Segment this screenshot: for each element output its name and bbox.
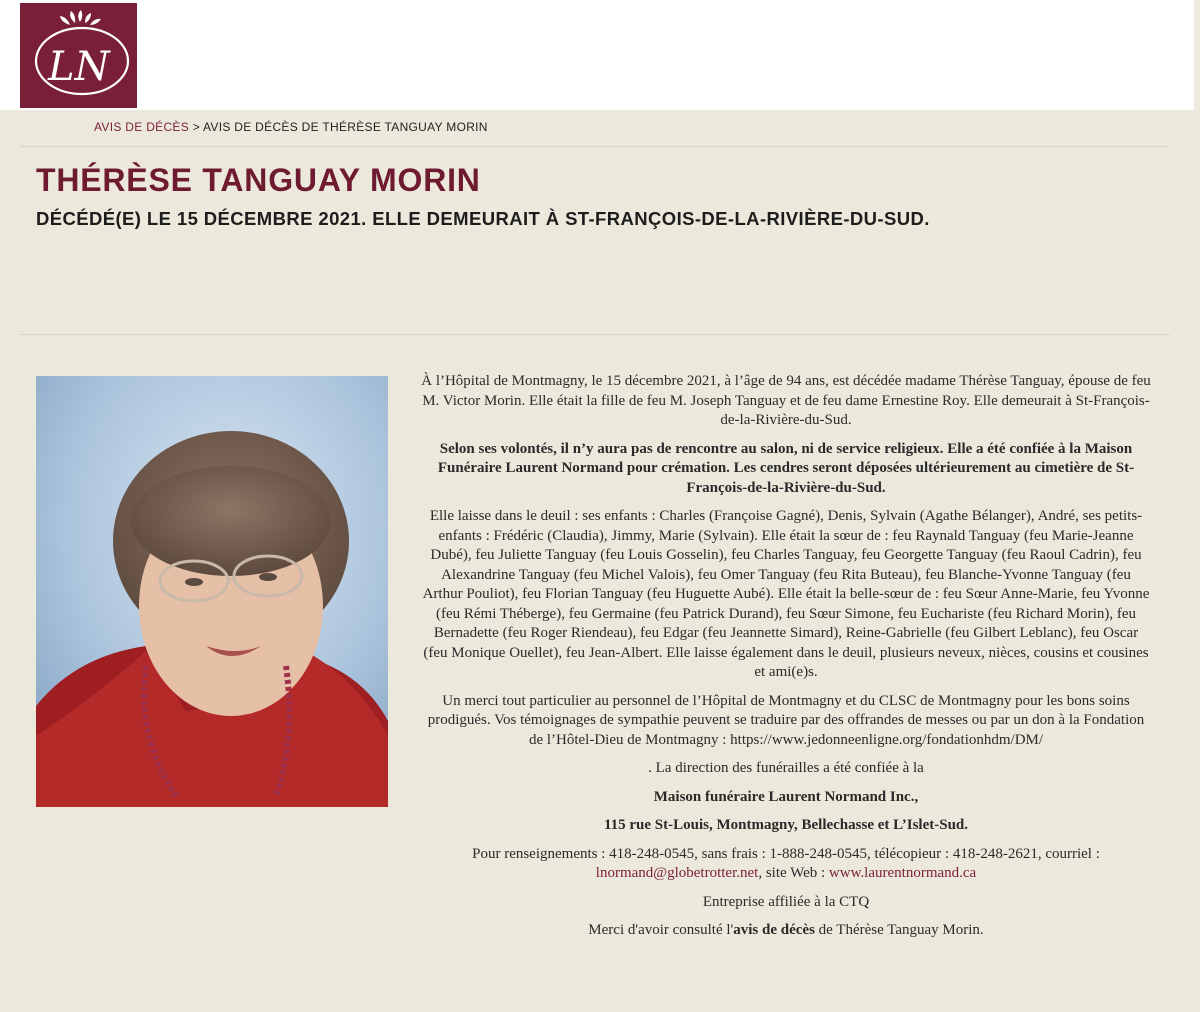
obituary-wishes: Selon ses volontés, il n’y aura pas de rencontre au salon, ni de service religieux. Elle a été confiée à la Maison Funéraire Laurent Normand pour crémation. Les cendres seront déposées ultérieurement au cimetière de St-François-de-la-Rivière-du-Sud.: [437, 440, 1135, 496]
closing-bold: avis de décès: [733, 922, 815, 938]
contact-info: [420, 845, 1152, 884]
contact-prefix: Pour renseignements : 418-248-0545, sans frais : 1-888-248-0545, télécopieur : 418-248-2621, courriel :: [472, 845, 1100, 862]
closing-prefix: Merci d'avoir consulté l': [588, 922, 734, 938]
funeral-home-name: Maison funéraire Laurent Normand Inc.,: [653, 788, 919, 805]
breadcrumb: [94, 120, 488, 134]
logo-emblem-icon: [20, 3, 137, 108]
obituary-intro: À l’Hôpital de Montmagny, le 15 décembre 2021, à l’âge de 94 ans, est décédée madame Thérèse Tanguay, épouse de feu M. Victor Morin. Elle était la fille de feu M. Joseph Tanguay et de feu dame Ernestine Roy. Elle demeurait à St-François-de-la-Rivière-du-Sud.: [421, 373, 1151, 428]
page-title: THÉRÈSE TANGUAY MORIN: [36, 162, 481, 198]
website-label: , site Web :: [758, 865, 826, 881]
breadcrumb-current: AVIS DE DÉCÈS DE THÉRÈSE TANGUAY MORIN: [202, 120, 488, 134]
closing-suffix: de Thérèse Tanguay Morin.: [814, 922, 984, 938]
divider-top: [20, 146, 1170, 147]
divider-middle: [20, 334, 1170, 335]
site-header: [0, 0, 1200, 110]
email-link[interactable]: lnormand@globetrotter.net: [595, 865, 759, 881]
main-content: [0, 110, 1200, 1012]
logo-lettering: LN: [48, 44, 110, 90]
logo[interactable]: [20, 3, 137, 108]
closing-line: [420, 921, 1152, 941]
website-link[interactable]: www.laurentnormand.ca: [828, 865, 977, 881]
death-date-subtitle: DÉCÉDÉ(E) LE 15 DÉCEMBRE 2021. ELLE DEMEURAIT À ST-FRANÇOIS-DE-LA-RIVIÈRE-DU-SUD.: [36, 208, 930, 229]
obituary-family: Elle laisse dans le deuil : ses enfants : Charles (Françoise Gagné), Denis, Sylvain (Agathe Bélanger), André, ses petits-enfants : Frédéric (Claudia), Jimmy, Marie (Sylvain). Elle était la sœur de : feu Raynald Tanguay (feu Marie-Jeanne Dubé), feu Juliette Tanguay (feu Louis Gosselin), feu Charles Tanguay, feu Georgette Tanguay (feu Raoul Cadrin), feu Alexandrine Tanguay (feu Michel Valois), feu Omer Tanguay (feu Rita Buteau), feu Blanche-Yvonne Tanguay (feu Arthur Pouliot), feu Florian Tanguay (feu Huguette Aubé). Elle était la belle-sœur de : feu Sœur Anne-Marie, feu Yvonne (feu Rémi Théberge), feu Germaine (feu Patrick Durand), feu Sœur Simone, feu Euchariste (feu Richard Morin), feu Bernadette (feu Roger Riendeau), feu Edgar (feu Jeannette Simard), Reine-Gabrielle (feu Gilbert Leblanc), feu Oscar (feu Monique Ouellet), feu Jean-Albert. Elle laisse également dans le deuil, plusieurs neveux, nièces, cousins et cousines et ami(e)s.: [422, 508, 1150, 680]
header-edge: [1194, 0, 1200, 110]
obituary-direction: . La direction des funérailles a été confiée à la: [648, 760, 924, 776]
affiliation: Entreprise affiliée à la CTQ: [702, 893, 870, 910]
breadcrumb-link-avis[interactable]: AVIS DE DÉCÈS: [94, 120, 190, 134]
obituary-text: [420, 372, 1152, 950]
portrait-photo: [36, 376, 388, 807]
funeral-home-address: 115 rue St-Louis, Montmagny, Bellechasse et L’Islet-Sud.: [603, 817, 969, 833]
obituary-thanks: Un merci tout particulier au personnel de l’Hôpital de Montmagny et du CLSC de Montmagny pour les bons soins prodigués. Vos témoignages de sympathie peuvent se traduire par des offrandes de messes ou par un don à la Fondation de l’Hôtel-Dieu de Montmagny : https://www.jedonneenligne.org/fondationhdm/DM/: [427, 692, 1145, 748]
breadcrumb-separator: >: [192, 120, 200, 134]
